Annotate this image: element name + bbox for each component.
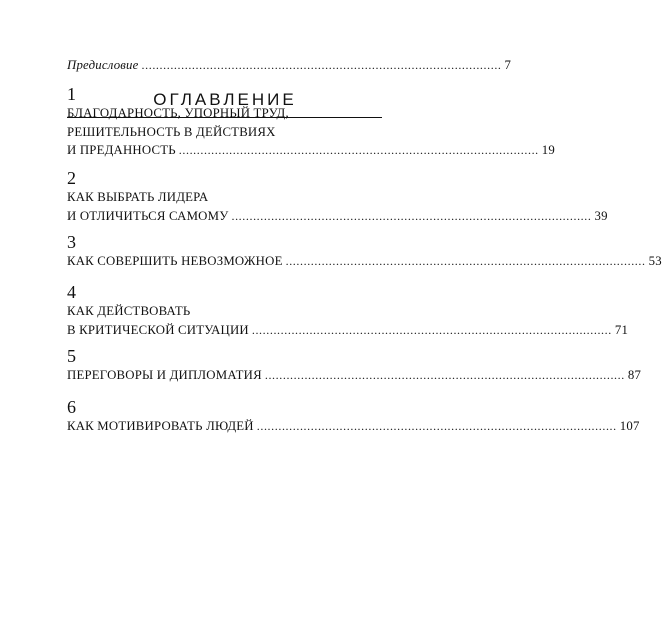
toc-line: [67, 417, 640, 436]
toc-page-number: 19: [541, 143, 555, 158]
toc-entry-chapter-6[interactable]: [67, 397, 640, 436]
toc-page-number: 71: [614, 322, 629, 337]
chapter-title-line: КАК СОВЕРШИТЬ НЕВОЗМОЖНОЕ: [67, 254, 283, 268]
chapter-number: 4: [67, 282, 76, 302]
toc-line: [67, 366, 642, 385]
leader-dots: ....................................................................................................: [141, 58, 502, 72]
chapter-number: 6: [67, 397, 76, 417]
toc-page-number: 107: [619, 419, 640, 433]
toc-line: [67, 141, 555, 160]
toc-entry-chapter-2[interactable]: [67, 168, 608, 225]
toc-entry-chapter-3[interactable]: [67, 232, 662, 271]
leader-dots: ....................................................................................................: [231, 208, 592, 223]
chapter-title-line: ПЕРЕГОВОРЫ И ДИПЛОМАТИЯ: [67, 368, 262, 382]
page-title: ОГЛАВЛЕНИЕ: [153, 90, 297, 109]
toc-line: [67, 207, 608, 226]
toc-page-number: 39: [594, 208, 608, 223]
chapter-title-line: РЕШИТЕЛЬНОСТЬ В ДЕЙСТВИЯХ: [67, 124, 276, 139]
leader-dots: ....................................................................................................: [178, 143, 539, 158]
chapter-title-line: И ПРЕДАННОСТЬ: [67, 143, 176, 158]
toc-line: [67, 56, 512, 75]
leader-dots: ....................................................................................................: [256, 419, 617, 433]
chapter-number: 3: [67, 232, 76, 252]
chapter-number: 5: [67, 346, 76, 366]
toc-entry-preface[interactable]: [67, 56, 512, 75]
leader-dots: ....................................................................................................: [251, 322, 612, 337]
chapter-title-line: БЛАГОДАРНОСТЬ, УПОРНЫЙ ТРУД,: [67, 106, 289, 120]
toc-line: [67, 321, 629, 340]
leader-dots: ....................................................................................................: [285, 254, 646, 268]
chapter-number: 2: [67, 168, 76, 188]
chapter-title-line: КАК ДЕЙСТВОВАТЬ: [67, 304, 191, 318]
toc-entry-chapter-5[interactable]: [67, 346, 642, 385]
toc-entry-chapter-1[interactable]: [67, 84, 555, 160]
toc-page-number: 53: [648, 254, 662, 268]
leader-dots: ....................................................................................................: [264, 368, 625, 382]
toc-entry-chapter-4[interactable]: [67, 282, 629, 339]
toc-line: [67, 252, 662, 271]
chapter-title-line: И ОТЛИЧИТЬСЯ САМОМУ: [67, 208, 229, 223]
chapter-title-line: КАК ВЫБРАТЬ ЛИДЕРА: [67, 190, 209, 204]
toc-page-number: 87: [627, 368, 642, 382]
chapter-title-line: В КРИТИЧЕСКОЙ СИТУАЦИИ: [67, 322, 249, 337]
toc-entry-label: Предисловие: [67, 58, 139, 72]
toc-page-number: 7: [504, 58, 512, 72]
chapter-title-line: КАК МОТИВИРОВАТЬ ЛЮДЕЙ: [67, 419, 254, 433]
chapter-number: 1: [67, 84, 76, 104]
